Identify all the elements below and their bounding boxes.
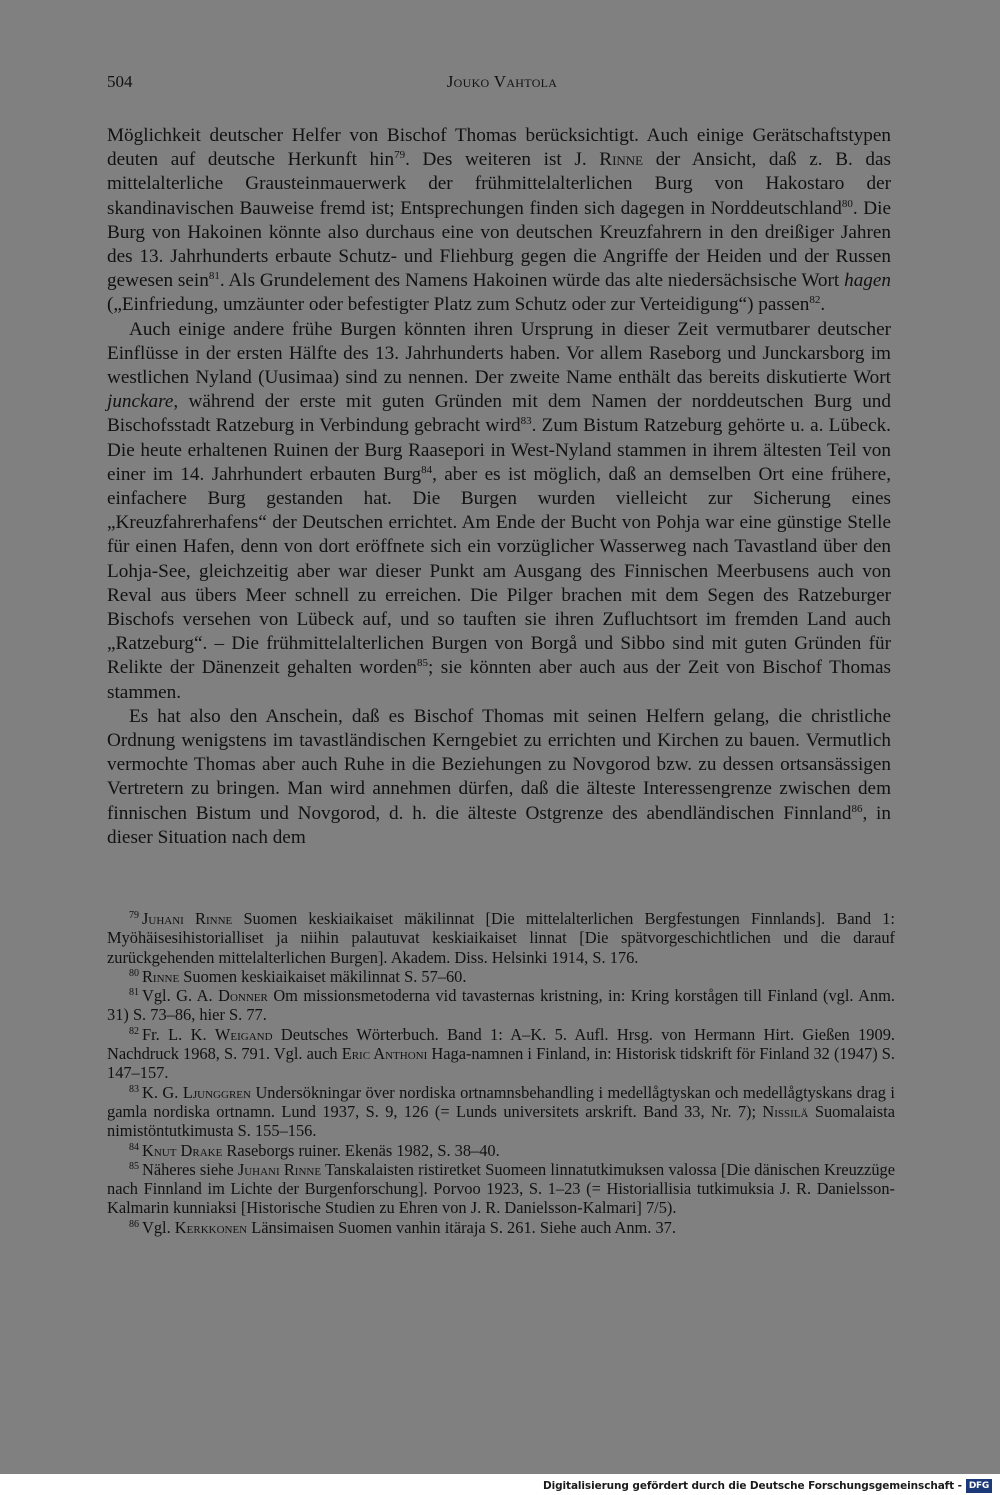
footnote-ref-80[interactable]: 80 (841, 197, 853, 210)
text-span: Rinne (599, 149, 644, 171)
footnote-ref-86[interactable]: 86 (851, 802, 863, 815)
footnote-81 (107, 986, 895, 1025)
running-head (107, 72, 897, 96)
text-span: Rinne (142, 966, 180, 986)
text-span: der Ansicht, daß z. B. das mittelalterliche Grausteinmauerwerk der frühmittelalterlichen Burg von Hakostaro der skandinavischen Bauweise fremd ist; Entsprechungen finden sich dagegen in Norddeutschland (107, 149, 891, 219)
text-span: 85 (129, 1160, 139, 1172)
footnote-79 (107, 909, 895, 967)
text-span: Tanskalaisten ristiretket Suomeen linnatutkimuksen valossa [Die dänischen Kreuzzüge nach Finnland im Lichte der Burgenforschung]. Porvoo 1923, S. 1–23 (= Historiallisia tutkimuksia J. R. Danielsson-Kalmarin kunniaksi [Historische Studien zu Ehren von J. R. Danielsson-Kalmari] 7/5). (107, 1159, 895, 1218)
footnotes (107, 909, 895, 1237)
text-span: 81 (129, 987, 139, 999)
text-span: , in dieser Situation nach dem (107, 802, 891, 848)
footnote-83 (107, 1083, 895, 1141)
footnote-ref-79[interactable]: 79 (394, 149, 406, 162)
footnote-ref-83[interactable]: 83 (520, 415, 532, 428)
footnote-ref-82[interactable]: 82 (809, 294, 821, 307)
text-span: hagen (844, 270, 891, 292)
main-text (107, 124, 891, 850)
running-head-author (107, 72, 897, 92)
text-span: Deutsches Wörterbuch. Band 1: A–K. 5. Aufl. Hrsg. von Hermann Hirt. Gießen 1909. Nachdruck 1968, S. 791. Vgl. auch (107, 1024, 895, 1064)
author-first-name: Jouko (446, 72, 490, 91)
text-span: Nissilä (762, 1101, 809, 1121)
footnote-84 (107, 1141, 895, 1160)
text-span: 80 (129, 967, 139, 979)
footnote-ref-81[interactable]: 81 (208, 270, 220, 283)
text-span: Suomalaista nimistöntutkimusta S. 155–156. (107, 1101, 895, 1141)
text-span: Es hat also den Anschein, daß es Bischof Thomas mit seinen Helfern gelang, die christliche Ordnung wenigstens im tavastländischen Kerngebiet zu errichten und Kirchen zu bauen. Vermutlich vermochte Thomas aber auch Ruhe in die Beziehungen zu Novgorod bzw. zu dessen ortsansässigen Vertretern zu bringen. Man wird annehmen dürfen, daß die älteste Interessengrenze zwischen dem finnischen Bistum und Novgorod, d. h. die älteste Ostgrenze des abendländischen Finnland (107, 705, 891, 824)
text-span: Ljunggren (182, 1082, 251, 1102)
text-span: Raseborgs ruiner. Ekenäs 1982, S. 38–40. (222, 1140, 500, 1160)
text-span: Haga-namnen i Finland, in: Historisk tidskrift för Finland 32 (1947) S. 147–157. (107, 1044, 895, 1083)
footnote-ref-85[interactable]: 85 (416, 657, 428, 670)
text-span: , aber es ist möglich, daß an demselben Ort eine frühere, einfachere Burg gestanden hat. Die Burgen wurden vielleicht zur Sicherung eines „Kreuzfahrerhafens“ der Deutschen errichtet. Am Ende der Bucht von Pohja war eine günstige Stelle für einen Hafen, denn von dort eröffnete sich ein vorzüglicher Wasserweg nach Tavastland über den Lohja-See, gleichzeitig aber war dieser Punkt am Ausgang des Finnischen Meerbusens auch von Reval aus übers Meer schnell zu erreichen. Die Pilger brachen mit dem Segen des Ratzeburger Bischofs versehen von Lübeck auf, und so tauften sie ihren Zufluchtsort im fremden Land auch „Ratzeburg“. – Die frühmittelalterlichen Burgen von Borgå und Sibbo sind mit guten Gründen für Relikte der Dänenzeit gehalten worden (107, 463, 891, 679)
text-span: Undersökningar över nordiska ortnamnsbehandling i medellågtyskan och medellågtyskans drag i gamla nordiska ortnamn. Lund 1937, S. 9, 126 (= Lunds universitets arskrift. Band 33, Nr. 7); (107, 1082, 895, 1121)
text-span: Weigand (214, 1024, 273, 1044)
text-span: Vgl. (142, 1217, 175, 1237)
paragraph-3 (107, 705, 891, 850)
text-span: 79 (129, 910, 139, 921)
text-span: 82 (129, 1025, 139, 1037)
credit-text: Digitalisierung gefördert durch die Deutsche Forschungsgemeinschaft - (543, 1480, 962, 1492)
text-span: Möglichkeit deutscher Helfer von Bischof Thomas berücksichtigt. Auch einige Gerätschaftstypen deuten auf deutsche Herkunft hin (107, 125, 891, 171)
text-span: . Des weiteren ist J. (405, 149, 600, 171)
text-span: Suomen keskiaikaiset mäkilinnat [Die mittelalterlichen Bergfestungen Finnlands]. Band 1: Myöhäisesihistorialliset ja niihin palautuvat keskiaikaiset linnat [Die spätvorgeschichtlichen und die darauf zurückgehenden mittelalterlichen Burgen]. Akadem. Diss. Helsinki 1914, S. 176. (107, 909, 895, 967)
paragraph-2 (107, 318, 891, 705)
footnote-82 (107, 1025, 895, 1083)
text-span: 84 (129, 1141, 139, 1153)
text-span: ; sie könnten aber auch aus der Zeit von Bischof Thomas stammen. (107, 657, 891, 703)
text-span: . Zum Bistum Ratzeburg gehörte u. a. Lübeck. Die heute erhaltenen Ruinen der Burg Raasepori in West-Nyland stammen in ihrem ältesten Teil von einer im 14. Jahrhundert erbauten Burg (107, 415, 891, 485)
text-span: , während der erste mit guten Gründen mit dem Namen der norddeutschen Burg und Bischofsstadt Ratzeburg in Verbindung gebracht wird (107, 391, 891, 437)
text-span: Om missionsmetoderna vid tavasternas kristning, in: Kring korstågen till Finland (vgl. Anm. 31) S. 73–86, hier S. 77. (107, 986, 895, 1025)
text-span: Juhani Rinne (142, 909, 233, 928)
footnote-86 (107, 1218, 895, 1237)
text-span: 83 (129, 1083, 139, 1095)
digitization-credit (543, 1478, 992, 1494)
text-span: . Als Grundelement des Namens Hakoinen würde das alte niedersächsische Wort (219, 270, 845, 292)
text-span: Näheres siehe (142, 1159, 238, 1179)
author-last-name: Vahtola (493, 72, 558, 91)
text-span: Auch einige andere frühe Burgen könnten ihren Ursprung in dieser Zeit vermutbarer deutscher Einflüsse in der ersten Hälfte des 13. Jahrhunderts haben. Vor allem Raseborg und Junckarsborg im westlichen Nyland (Uusimaa) sind zu nennen. Der zweite Name enthält das bereits diskutierte Wort (107, 318, 891, 389)
text-span: Kerkkonen (174, 1217, 248, 1237)
page-number: 504 (107, 72, 133, 91)
text-span: K. G. (142, 1082, 183, 1102)
text-span: Eric Anthoni (341, 1044, 428, 1064)
text-span: . (820, 294, 826, 316)
text-span: Knut Drake (142, 1140, 223, 1160)
text-span: Vgl. G. A. (142, 986, 219, 1006)
footnote-85 (107, 1160, 895, 1218)
footnote-ref-84[interactable]: 84 (421, 463, 433, 476)
text-span: . Die Burg von Hakoinen könnte also durchaus eine von deutschen Kreuzfahrern in den dreißiger Jahren des 13. Jahrhunderts erbaute Schutz- und Fliehburg gegen die Angriffe der Heiden und der Russen gewesen sein (107, 197, 891, 292)
dfg-logo-icon[interactable]: DFG (966, 1479, 992, 1493)
text-span: Juhani Rinne (237, 1159, 322, 1179)
text-span: Suomen keskiaikaiset mäkilinnat S. 57–60. (179, 966, 467, 986)
paragraph-1 (107, 124, 891, 318)
text-span: Donner (218, 986, 268, 1006)
text-span: („Einfriedung, umzäunter oder befestigter Platz zum Schutz oder zur Verteidigung“) passen (107, 294, 810, 316)
text-span: Länsimaisen Suomen vanhin itäraja S. 261. Siehe auch Anm. 37. (247, 1217, 676, 1237)
text-span: Fr. L. K. (142, 1024, 215, 1044)
text-span: 86 (129, 1218, 139, 1230)
text-span: junckare (107, 391, 174, 413)
footnote-80 (107, 967, 895, 986)
